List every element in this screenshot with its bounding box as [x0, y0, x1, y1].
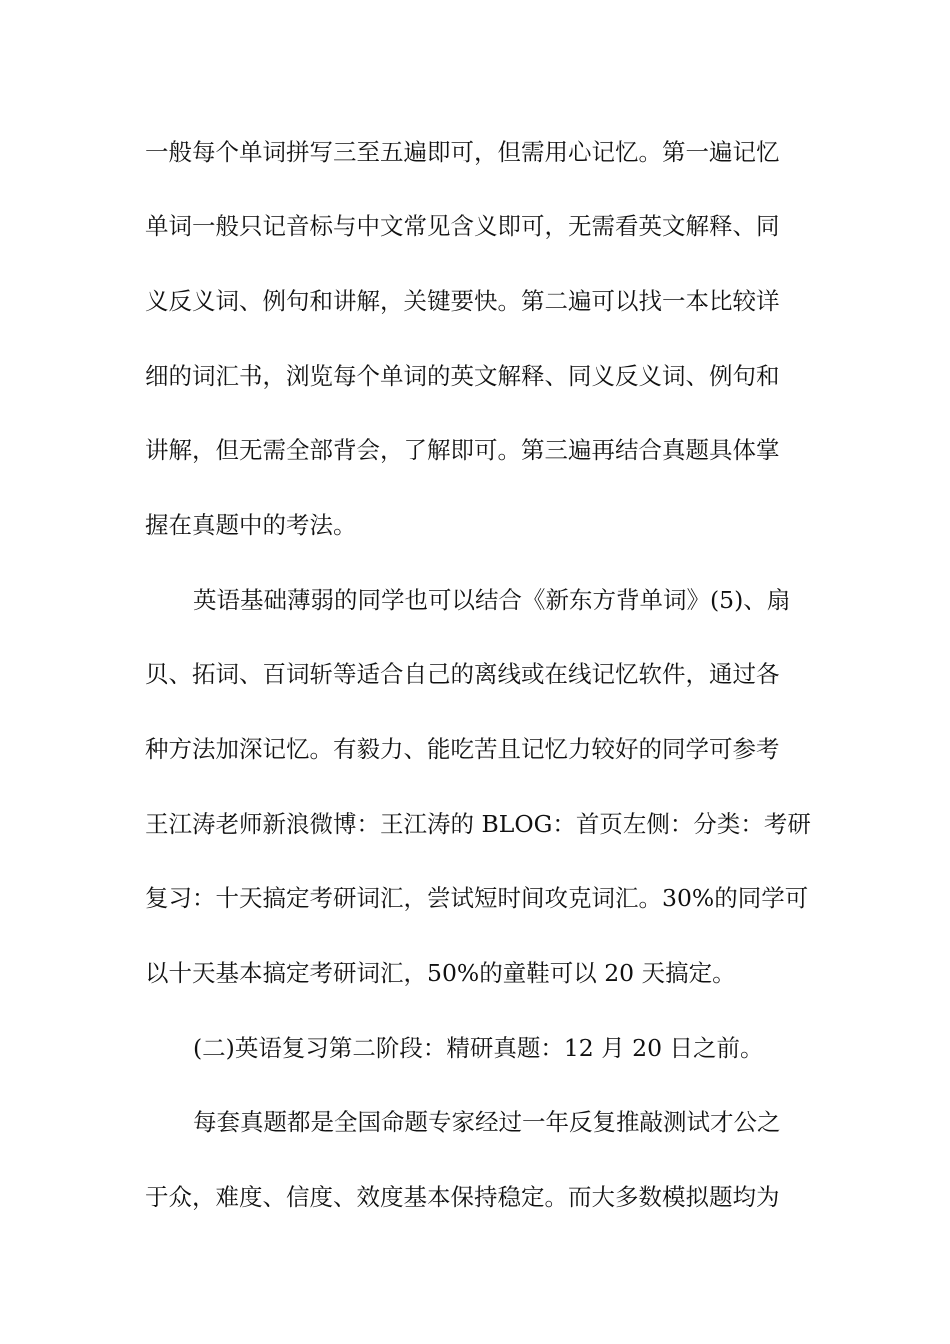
section-heading: (二)英语复习第二阶段：精研真题：12 月 20 日之前。 [193, 1034, 764, 1062]
paragraph-line: 种方法加深记忆。有毅力、能吃苦且记忆力较好的同学可参考 [145, 735, 780, 763]
paragraph-line: 讲解，但无需全部背会，了解即可。第三遍再结合真题具体掌 [145, 436, 780, 464]
paragraph-line: 英语基础薄弱的同学也可以结合《新东方背单词》(5)、扇 [193, 586, 791, 614]
paragraph-line: 每套真题都是全国命题专家经过一年反复推敲测试才公之 [193, 1108, 781, 1136]
paragraph-line: 单词一般只记音标与中文常见含义即可，无需看英文解释、同 [145, 212, 780, 240]
paragraph-line: 细的词汇书，浏览每个单词的英文解释、同义反义词、例句和 [145, 362, 780, 390]
paragraph-line: 义反义词、例句和讲解，关键要快。第二遍可以找一本比较详 [145, 287, 780, 315]
paragraph-line: 于众，难度、信度、效度基本保持稳定。而大多数模拟题均为 [145, 1183, 780, 1211]
paragraph-line: 以十天基本搞定考研词汇，50%的童鞋可以 20 天搞定。 [145, 959, 736, 987]
paragraph-line: 复习：十天搞定考研词汇，尝试短时间攻克词汇。30%的同学可 [145, 884, 809, 912]
paragraph-line: 王江涛老师新浪微博：王江涛的 BLOG：首页左侧：分类：考研 [145, 810, 811, 838]
paragraph-line: 握在真题中的考法。 [145, 511, 357, 539]
paragraph-line: 一般每个单词拼写三至五遍即可，但需用心记忆。第一遍记忆 [145, 138, 780, 166]
paragraph-line: 贝、拓词、百词斩等适合自己的离线或在线记忆软件，通过各 [145, 660, 780, 688]
